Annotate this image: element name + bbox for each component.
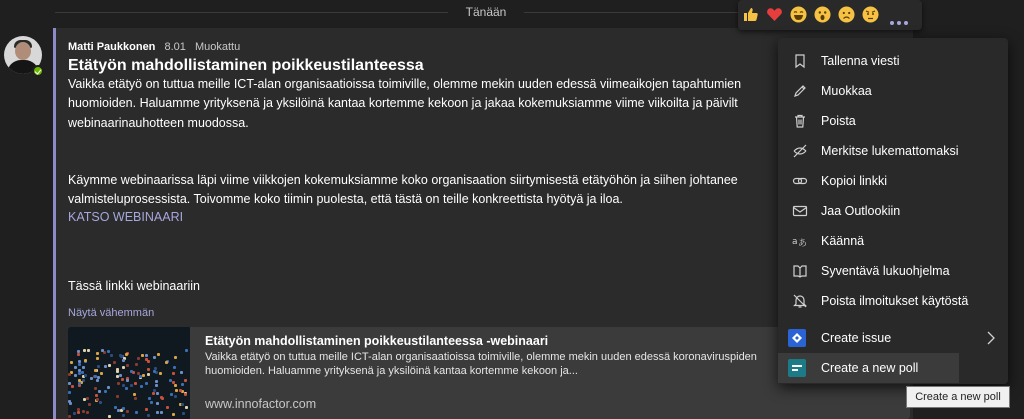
thumbnail-speck xyxy=(141,354,144,357)
thumbnail-speck xyxy=(174,356,177,359)
poll-app-icon xyxy=(788,359,806,377)
thumbnail-speck xyxy=(160,396,163,399)
menu-item-label: Muokkaa xyxy=(821,84,872,98)
thumbnail-speck xyxy=(116,395,119,398)
thumbnail-speck xyxy=(145,354,148,357)
thumbnail-speck xyxy=(104,390,107,393)
presence-available-icon xyxy=(32,65,44,77)
thumbnail-speck xyxy=(122,384,125,387)
thumbnail-speck xyxy=(94,375,97,378)
thumbnail-speck xyxy=(147,414,150,417)
mail-icon xyxy=(792,203,808,219)
heart-reaction-icon[interactable] xyxy=(766,6,783,23)
thumbnail-speck xyxy=(77,411,80,414)
thumbnail-speck xyxy=(145,382,148,385)
thumbnail-speck xyxy=(172,372,175,375)
thumbnail-speck xyxy=(107,386,110,389)
thumbnail-speck xyxy=(110,354,113,357)
thumbnail-speck xyxy=(172,413,175,416)
show-less-link[interactable]: Näytä vähemmän xyxy=(68,307,155,319)
watch-webinar-link[interactable]: KATSO WEBINAARI xyxy=(68,210,184,224)
thumbnail-speck xyxy=(145,408,148,411)
surprised-reaction-icon[interactable] xyxy=(814,6,831,23)
thumbnail-speck xyxy=(121,378,124,381)
thumbnail-speck xyxy=(94,369,97,372)
link-preview-title[interactable]: Etätyön mahdollistaminen poikkeustilanteessa -webinaari xyxy=(205,334,549,348)
menu-item-create-poll[interactable] xyxy=(778,353,959,383)
thumbnail-speck xyxy=(173,366,176,369)
chevron-right-icon[interactable] xyxy=(985,330,997,346)
thumbnail-speck xyxy=(122,359,125,362)
like-reaction-icon[interactable] xyxy=(742,6,759,23)
sad-reaction-icon[interactable] xyxy=(838,6,855,23)
thumbnail-speck xyxy=(95,394,98,397)
thumbnail-speck xyxy=(147,360,150,363)
thumbnail-speck xyxy=(108,415,111,418)
thumbnail-speck xyxy=(119,374,122,377)
link-preview-description-line: huomioiden. Haluamme yrityksenä ja yksilöinä kantaa kortemme kekoon ja... xyxy=(205,365,578,377)
thumbnail-speck xyxy=(130,384,133,387)
thumbnail-speck xyxy=(147,373,150,376)
thumbnail-speck xyxy=(77,353,80,356)
message-paragraph-line: valmisteluprosessista. Toivomme koko tiimin puolesta, että tästä on teille konkreettista hyötyä ja iloa. xyxy=(68,192,623,206)
thumbnail-speck xyxy=(116,375,119,378)
thumbnail-speck xyxy=(133,393,136,396)
thumbnail-speck xyxy=(156,411,159,414)
laugh-reaction-icon[interactable] xyxy=(790,6,807,23)
thumbnail-speck xyxy=(137,372,140,375)
menu-item-label: Kopioi linkki xyxy=(821,174,888,188)
translate-icon xyxy=(792,233,808,249)
thumbnail-speck xyxy=(185,406,188,409)
menu-item-mark-unread[interactable] xyxy=(778,136,1008,166)
thumbnail-speck xyxy=(84,374,87,377)
thumbnail-speck xyxy=(114,406,117,409)
message-paragraph-line: webinaarinauhotteen muodossa. xyxy=(68,116,249,130)
thumbnail-speck xyxy=(175,389,178,392)
menu-item-copy-link[interactable] xyxy=(778,166,1008,196)
thumbnail-speck xyxy=(182,412,185,415)
menu-item-label: Poista xyxy=(821,114,856,128)
thumbnail-speck xyxy=(94,387,97,390)
bell-off-icon xyxy=(792,293,808,309)
thumbnail-speck xyxy=(142,374,145,377)
thumbnail-speck xyxy=(96,352,99,355)
thumbnail-speck xyxy=(155,380,158,383)
menu-item-label: Create a new poll xyxy=(821,361,919,375)
menu-item-share-outlook[interactable] xyxy=(778,196,1008,226)
thumbnail-speck xyxy=(74,366,77,369)
thumbnail-speck xyxy=(96,398,99,401)
message-header xyxy=(68,40,240,54)
thumbnail-speck xyxy=(155,384,158,387)
thumbnail-speck xyxy=(137,357,140,360)
message-edited: Muokattu xyxy=(194,41,241,53)
create-issue-app-icon xyxy=(788,329,806,347)
svg-text:あ: あ xyxy=(798,239,808,249)
thumbnail-speck xyxy=(148,397,151,400)
thumbnail-speck xyxy=(107,350,110,353)
thumbnail-speck xyxy=(169,379,172,382)
thumbnail-speck xyxy=(166,406,169,409)
thumbnail-speck xyxy=(78,363,81,366)
thumbnail-speck xyxy=(99,401,102,404)
thumbnail-speck xyxy=(126,364,129,367)
angry-reaction-icon[interactable] xyxy=(862,6,879,23)
more-options-icon[interactable] xyxy=(890,12,911,18)
thumbnail-speck xyxy=(73,412,76,415)
thumbnail-speck xyxy=(126,410,129,413)
thumbnail-speck xyxy=(104,365,107,368)
thumbnail-speck xyxy=(86,397,89,400)
link-preview-description-line: Vaikka etätyö on tuttua meille ICT-alan organisaatioissa toimiville, olemme mekin uuden edessä koronaviruspiden xyxy=(205,351,757,363)
thumbnail-speck xyxy=(153,356,156,359)
menu-item-label: Tallenna viesti xyxy=(821,54,900,68)
thumbnail-speck xyxy=(71,385,74,388)
thumbnail-speck xyxy=(125,387,128,390)
bookmark-icon xyxy=(792,53,808,69)
pencil-icon xyxy=(792,83,808,99)
immersive-reader-icon xyxy=(792,263,808,279)
thumbnail-speck xyxy=(68,382,71,385)
date-divider-label: Tänään xyxy=(448,4,524,20)
thumbnail-speck xyxy=(174,395,177,398)
thumbnail-speck xyxy=(69,402,72,405)
message-context-menu xyxy=(778,38,1008,384)
thumbnail-speck xyxy=(122,414,125,417)
menu-item-label: Syventävä lukuohjelma xyxy=(821,264,950,278)
thumbnail-speck xyxy=(68,391,71,394)
menu-item-translate[interactable] xyxy=(778,226,1008,256)
thumbnail-speck xyxy=(185,349,188,352)
thumbnail-speck xyxy=(96,379,99,382)
menu-item-create-issue[interactable] xyxy=(778,323,1008,353)
thumbnail-speck xyxy=(150,401,153,404)
thumbnail-speck xyxy=(119,354,122,357)
link-preview-domain: www.innofactor.com xyxy=(205,397,317,411)
thumbnail-speck xyxy=(134,397,137,400)
thumbnail-speck xyxy=(108,364,111,367)
thumbnail-speck xyxy=(184,393,187,396)
thumbnail-speck xyxy=(113,361,116,364)
thumbnail-speck xyxy=(134,382,137,385)
thumbnail-speck xyxy=(116,370,119,373)
link-preview-thumbnail xyxy=(68,327,190,419)
thumbnail-speck xyxy=(126,379,129,382)
menu-item-save-message[interactable] xyxy=(778,46,1008,76)
thumbnail-speck xyxy=(97,376,100,379)
thumbnail-speck xyxy=(181,403,184,406)
thumbnail-speck xyxy=(181,383,184,386)
thumbnail-speck xyxy=(117,409,120,412)
menu-item-label: Poista ilmoitukset käytöstä xyxy=(821,294,969,308)
thumbnail-speck xyxy=(70,361,73,364)
menu-item-label: Käännä xyxy=(821,234,865,248)
thumbnail-speck xyxy=(160,411,163,414)
thumbnail-speck xyxy=(184,379,187,382)
thumbnail-speck xyxy=(179,389,182,392)
thumbnail-speck xyxy=(157,353,160,356)
avatar-head xyxy=(15,42,31,60)
message-author[interactable]: Matti Paukkonen xyxy=(68,41,156,53)
tooltip: Create a new poll xyxy=(906,386,1010,408)
webinar-link-text: Tässä linkki webinaariin xyxy=(68,279,201,293)
message-title: Etätyön mahdollistaminen poikkeustilanteessa xyxy=(68,57,424,74)
date-divider xyxy=(55,12,775,13)
svg-text:a: a xyxy=(792,237,798,247)
menu-item-label: Jaa Outlookiin xyxy=(821,204,901,218)
message-paragraph-line: huomioiden. Haluamme yrityksenä ja yksilöinä kantaa kortemme kekoon ja jakaa kokemuksiamme viime viikoilta ja päivilt xyxy=(68,96,738,110)
thumbnail-speck xyxy=(125,353,128,356)
thumbnail-speck xyxy=(170,393,173,396)
thumbnail-speck xyxy=(156,402,159,405)
thumbnail-speck xyxy=(117,382,120,385)
reaction-bar xyxy=(738,0,922,30)
thumbnail-speck xyxy=(100,372,103,375)
thumbnail-speck xyxy=(82,410,85,413)
thumbnail-speck xyxy=(153,370,156,373)
menu-item-label: Create issue xyxy=(821,331,892,345)
thumbnail-speck xyxy=(101,349,104,352)
menu-item-immersive-reader[interactable] xyxy=(778,256,1008,286)
thumbnail-speck xyxy=(78,382,81,385)
menu-item-edit[interactable] xyxy=(778,76,1008,106)
thumbnail-speck xyxy=(74,374,77,377)
thumbnail-speck xyxy=(84,359,87,362)
thumbnail-speck xyxy=(140,385,143,388)
thumbnail-speck xyxy=(96,357,99,360)
thumbnail-speck xyxy=(156,392,159,395)
thumbnail-speck xyxy=(152,392,155,395)
thumbnail-speck xyxy=(88,403,91,406)
thumbnail-speck xyxy=(97,365,100,368)
thumbnail-speck xyxy=(83,349,86,352)
thumbnail-speck xyxy=(83,398,86,401)
menu-item-label: Merkitse lukemattomaksi xyxy=(821,144,959,158)
thumbnail-speck xyxy=(82,366,85,369)
trash-icon xyxy=(792,113,808,129)
thumbnail-speck xyxy=(68,373,71,376)
thumbnail-speck xyxy=(165,361,168,364)
thumbnail-speck xyxy=(153,389,156,392)
thumbnail-speck xyxy=(130,370,133,373)
thumbnail-speck xyxy=(135,363,138,366)
thumbnail-speck xyxy=(122,366,125,369)
link-icon xyxy=(792,173,808,189)
unread-icon xyxy=(792,143,808,159)
thumbnail-speck xyxy=(180,371,183,374)
thumbnail-speck xyxy=(98,390,101,393)
menu-item-delete[interactable] xyxy=(778,106,1008,136)
thumbnail-speck xyxy=(87,349,90,352)
message-time: 8.01 xyxy=(164,41,186,53)
thumbnail-speck xyxy=(86,411,89,414)
message-paragraph-line: Käymme webinaarissa läpi viime viikkojen kokemuksiamme koko organisaation siirtymisestä etätyöhön ja siihen johtanee xyxy=(68,173,738,187)
thumbnail-speck xyxy=(81,371,84,374)
message-paragraph-line: Vaikka etätyö on tuttua meille ICT-alan organisaatioissa toimiville, olemme mekin uuden edessä viimeaikojen tapahtumien xyxy=(68,77,742,91)
thumbnail-speck xyxy=(68,415,71,418)
thumbnail-speck xyxy=(147,368,150,371)
thumbnail-speck xyxy=(122,407,125,410)
thumbnail-speck xyxy=(135,411,138,414)
thumbnail-speck xyxy=(174,384,177,387)
menu-item-turn-off-notifications[interactable] xyxy=(778,286,1008,316)
thumbnail-speck xyxy=(159,372,162,375)
